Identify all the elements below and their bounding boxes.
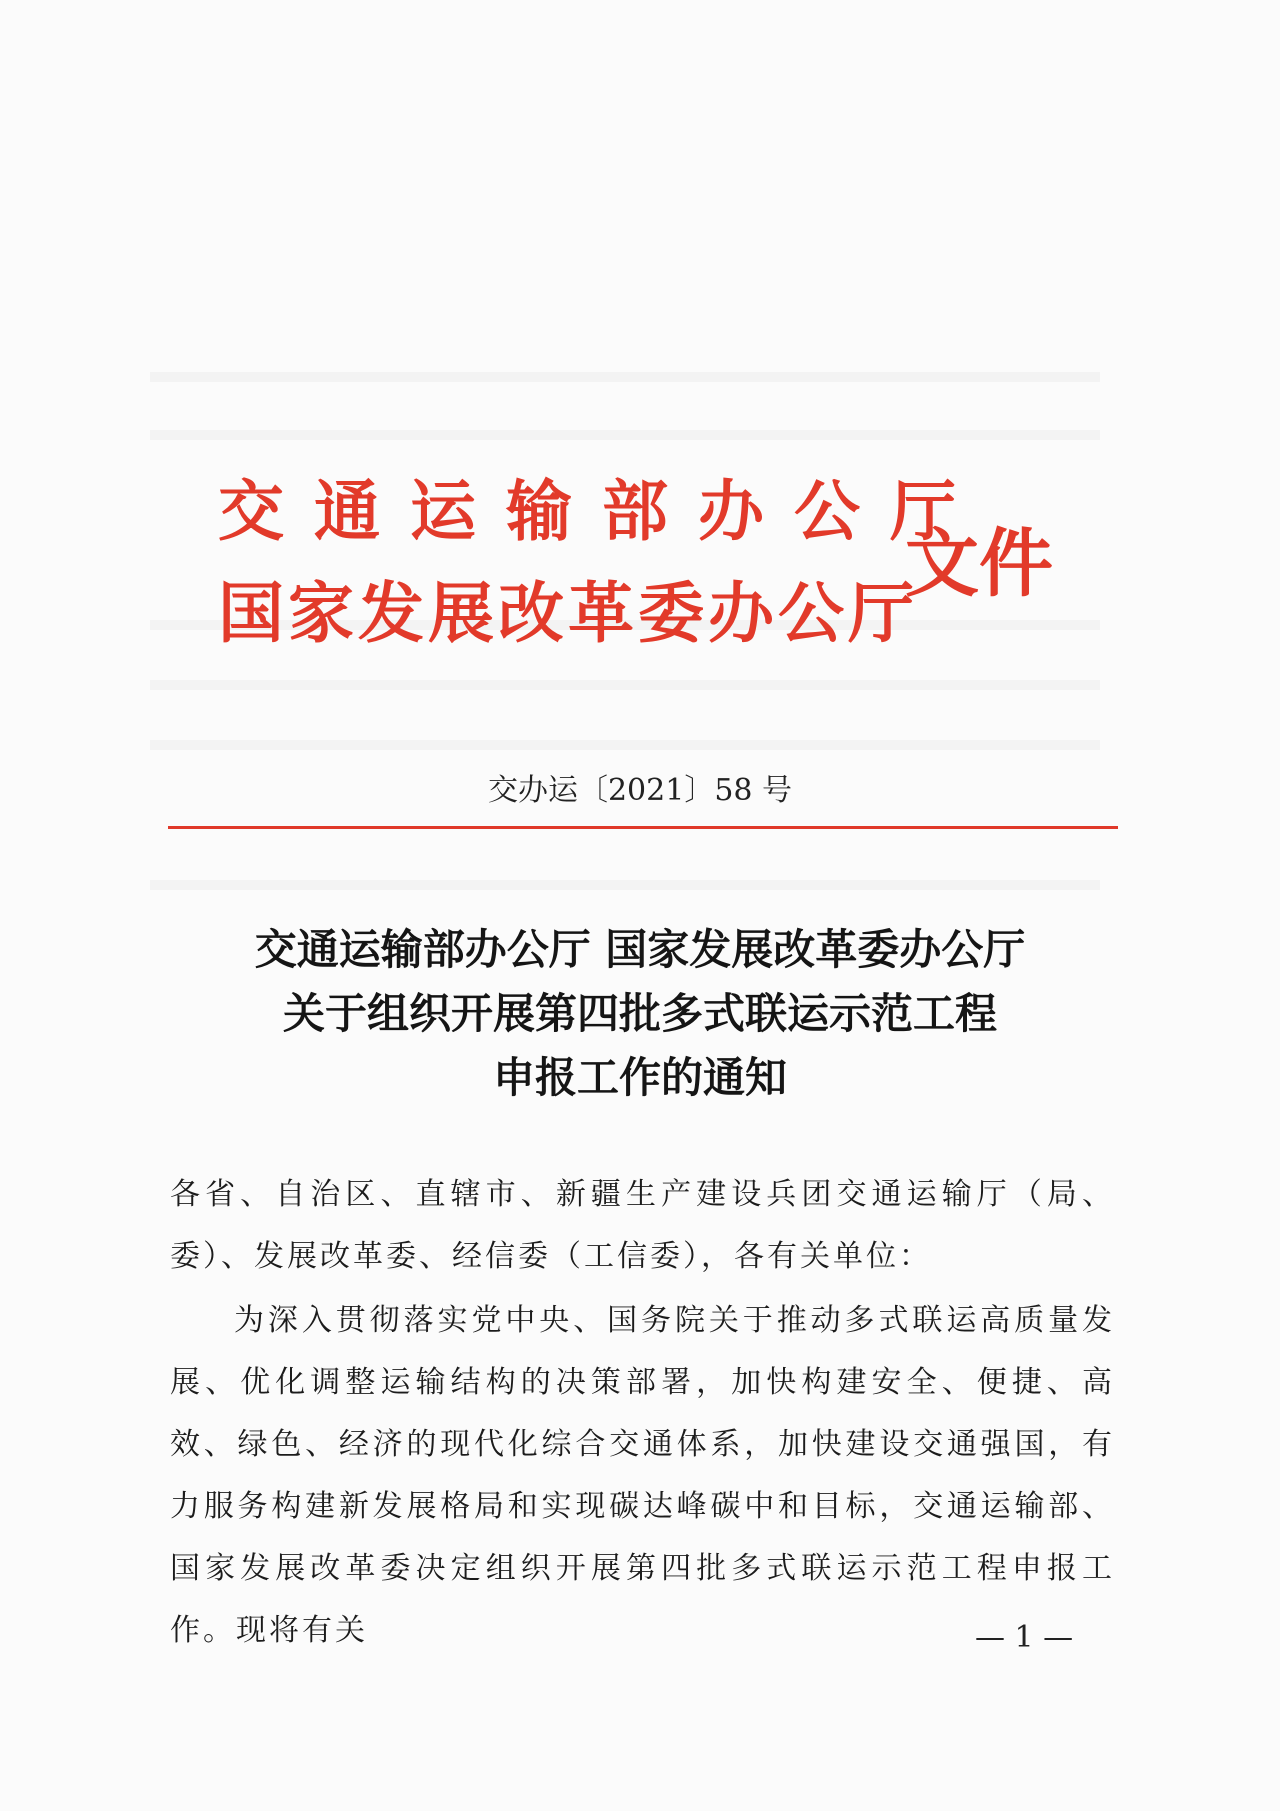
issuing-org-1: 交通运输部办公厅: [218, 472, 986, 550]
body-paragraph: 为深入贯彻落实党中央、国务院关于推动多式联运高质量发展、优化调整运输结构的决策部署，加快构建安全、便捷、高效、绿色、经济的现代化综合交通体系，加快建设交通强国，有力服务构建新发展格局和实现碳达峰碳中和目标，交通运输部、国家发展改革委决定组织开展第四批多式联运示范工程申报工作。现将有关: [170, 1303, 1115, 1648]
title-line-2: 关于组织开展第四批多式联运示范工程: [282, 989, 997, 1038]
addressee: 各省、自治区、直辖市、新疆生产建设兵团交通运输厅（局、委）、发展改革委、经信委（工信委），各有关单位：: [170, 1177, 1115, 1274]
document-title: [0, 918, 1280, 1110]
show-through-line: [150, 372, 1100, 382]
red-divider-rule: [168, 826, 1118, 829]
title-line-3: 申报工作的通知: [492, 1053, 787, 1102]
show-through-line: [150, 740, 1100, 750]
document-number: 交办运〔2021〕58 号: [487, 773, 793, 808]
show-through-line: [150, 680, 1100, 690]
issuing-org-2: 国家发展改革委办公厅: [218, 574, 918, 652]
show-through-line: [150, 880, 1100, 890]
page-number: — 1 —: [975, 1620, 1074, 1655]
show-through-line: [150, 430, 1100, 440]
document-type-label: 文件: [905, 521, 1053, 607]
title-line-1: 交通运输部办公厅 国家发展改革委办公厅: [254, 925, 1026, 974]
